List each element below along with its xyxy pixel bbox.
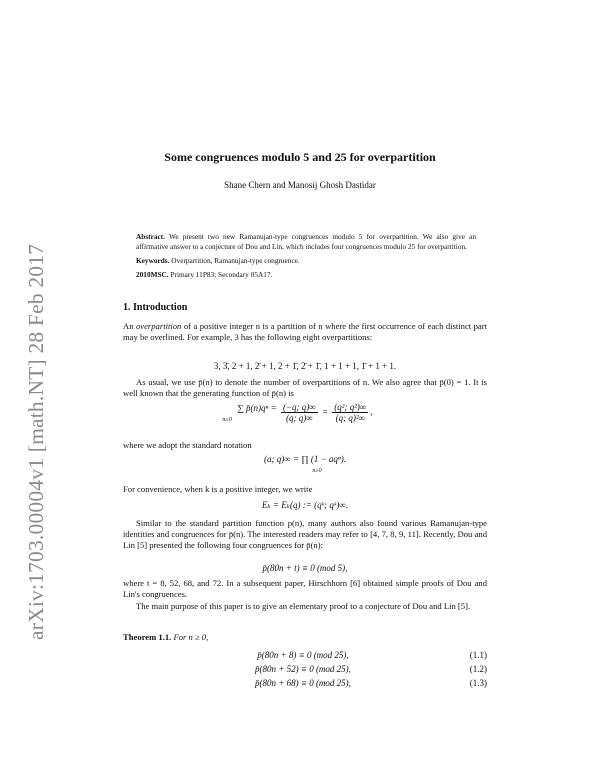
gf-sum xyxy=(222,402,277,423)
gf-num-2: (q²; q²)∞ xyxy=(334,402,367,412)
theorem-label: Theorem 1.1. xyxy=(123,632,172,642)
abstract-text: We present two new Ramanujan-type congruences modulo 5 for overpartition. We also give an affirmative answer to a conjecture of Dou and Lin, which includes four congruences modulo 25 for overpartition. xyxy=(136,232,476,251)
keywords-paragraph xyxy=(136,256,476,266)
gf-sum-sub: n≥0 xyxy=(222,416,232,423)
equation-1-1: p̄(80n + 8) ≡ 0 (mod 25), xyxy=(257,650,349,660)
paper-authors: Shane Chern and Manosij Ghosh Dastidar xyxy=(224,180,376,190)
intro-paragraph-4 xyxy=(123,484,487,495)
equation-1-2: p̄(80n + 52) ≡ 0 (mod 25), xyxy=(255,664,351,674)
p3-text: where we adopt the standard notation xyxy=(123,440,252,450)
abstract-block xyxy=(136,232,476,284)
equation-row xyxy=(123,650,487,662)
equation-row xyxy=(123,678,487,690)
msc-text: Primary 11P83; Secondary 05A17. xyxy=(170,270,273,279)
gf-num-1: (−q; q)∞ xyxy=(282,402,316,412)
intro-paragraph-3 xyxy=(123,440,487,451)
ek-eq: Eₖ = Eₖ(q) := (qᵏ; qᵏ)∞. xyxy=(261,500,349,510)
gf-fraction-1 xyxy=(281,402,318,423)
keywords-label: Keywords. xyxy=(136,256,170,265)
abstract-label: Abstract. xyxy=(136,232,165,241)
p1-rest: of a positive integer n is a partition of n where the first occurrence of each distinct part may be overlined. For example, 3 has the following eight overpartitions: xyxy=(123,321,487,342)
abstract-paragraph xyxy=(136,232,476,252)
intro-paragraph-6 xyxy=(123,578,487,600)
keywords-text: Overpartition, Ramanujan-type congruence. xyxy=(171,256,300,265)
p4-text: For convenience, when k is a positive integer, we write xyxy=(123,484,313,494)
gf-fraction-2 xyxy=(332,402,368,423)
equation-tag: (1.1) xyxy=(469,650,487,660)
gf-den-2: (q; q)²∞ xyxy=(335,413,365,423)
equation-tag: (1.2) xyxy=(469,664,487,674)
intro-paragraph-5 xyxy=(123,518,487,551)
paper-title: Some congruences modulo 5 and 25 for overpartition xyxy=(164,150,436,164)
p1-emphasis: overpartition xyxy=(135,321,182,331)
equation-row xyxy=(123,664,487,676)
overpartition-list: 3, 3̄, 2 + 1, 2̄ + 1, 2 + 1̄, 2̄ + 1̄, 1 + 1 + 1, 1̄ + 1 + 1. xyxy=(213,361,397,371)
p7-text: The main purpose of this paper is to give an elementary proof to a conjecture of Dou and Lin [5]. xyxy=(136,601,471,611)
gf-equals: = xyxy=(321,406,329,417)
equation-tag: (1.3) xyxy=(469,678,487,688)
gf-lhs: ∑ p̄(n)qⁿ = xyxy=(237,402,277,413)
p2-text: As usual, we use p̄(n) to denote the number of overpartitions of n. We also agree that p̄(0) = 1. It is well known that the generating function of p̄(n) is xyxy=(123,377,487,398)
pochhammer-eq xyxy=(123,454,487,478)
gf-den-1: (q; q)∞ xyxy=(286,413,313,423)
p1-start: An xyxy=(123,321,136,331)
poch-text: (a; q)∞ = ∏ (1 − aqⁿ). xyxy=(263,454,347,464)
equation-1-3: p̄(80n + 68) ≡ 0 (mod 25), xyxy=(255,678,351,688)
generating-function-eq: ∑ p̄(n)qⁿ = n≥0 $\frac{(-q; q)\infty}{(q; q)\infty}$ = $\frac{\text{(q²; q²)∞}}{\text{(q; q)²∞}}$ , xyxy=(222,402,373,423)
theorem-1-1 xyxy=(123,632,487,643)
intro-paragraph-2 xyxy=(123,377,487,399)
msc-paragraph xyxy=(136,270,476,280)
theorem-text: For n ≥ 0, xyxy=(173,632,209,642)
intro-paragraph-1 xyxy=(123,321,487,343)
p5-text: Similar to the standard partition function p(n), many authors also found various Ramanujan-type identities and congruences for p̄(n). The interested readers may refer to [4, 7, 8, 9, 11]. Recently, Dou and Lin [5] presented the following four congruences for p̄(n): xyxy=(123,518,487,550)
poch-sub: n≥0 xyxy=(312,468,322,474)
p6-text: where t = 8, 52, 68, and 72. In a subsequent paper, Hirschhorn [6] obtained simple proofs of Dou and Lin's congruences. xyxy=(123,578,487,599)
section-heading: 1. Introduction xyxy=(123,302,188,313)
dou-lin-eq: p̄(80n + t) ≡ 0 (mod 5), xyxy=(262,563,348,573)
msc-label: 2010MSC. xyxy=(136,270,169,279)
intro-paragraph-7 xyxy=(123,601,487,612)
arxiv-stamp: arXiv:1703.00004v1 [math.NT] 28 Feb 2017 xyxy=(24,243,48,640)
